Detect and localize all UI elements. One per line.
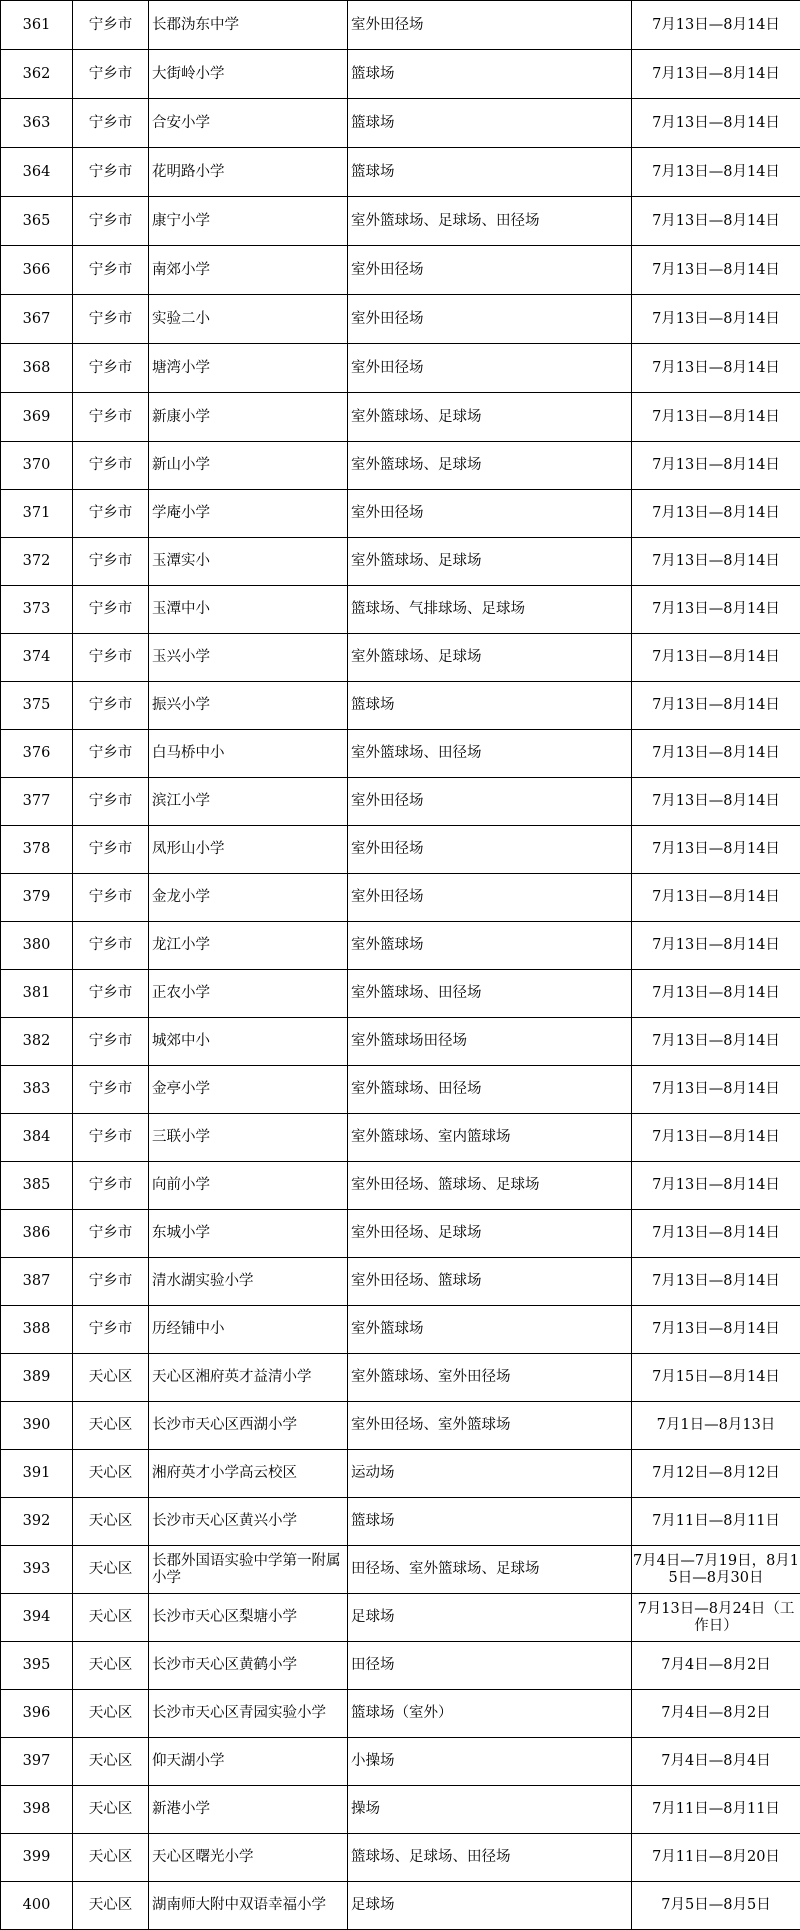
cell-number: 391: [1, 1450, 73, 1498]
cell-district: 宁乡市: [73, 874, 149, 922]
cell-school: 长沙市天心区黄鹤小学: [149, 1642, 348, 1690]
table-row: [1, 1786, 800, 1834]
table-row: [1, 490, 800, 538]
cell-venue: 小操场: [348, 1738, 632, 1786]
cell-district: 宁乡市: [73, 1306, 149, 1354]
cell-open-time: 7月13日—8月14日: [632, 99, 800, 148]
cell-school: 湘府英才小学高云校区: [149, 1450, 348, 1498]
cell-venue: 室外田径场: [348, 344, 632, 393]
cell-open-time: 7月4日—8月2日: [632, 1690, 800, 1738]
table-row: [1, 1450, 800, 1498]
cell-number: 390: [1, 1402, 73, 1450]
cell-venue: 篮球场（室外）: [348, 1690, 632, 1738]
cell-venue: 足球场: [348, 1882, 632, 1930]
table-row: [1, 970, 800, 1018]
cell-number: 366: [1, 246, 73, 295]
cell-district: 天心区: [73, 1642, 149, 1690]
table-row: [1, 393, 800, 442]
table-row: [1, 1, 800, 50]
cell-open-time: 7月13日—8月14日: [632, 1210, 800, 1258]
cell-number: 363: [1, 99, 73, 148]
cell-school: 玉潭实小: [149, 538, 348, 586]
cell-school: 玉兴小学: [149, 634, 348, 682]
cell-district: 宁乡市: [73, 1162, 149, 1210]
table-row: [1, 874, 800, 922]
cell-number: 389: [1, 1354, 73, 1402]
cell-venue: 篮球场: [348, 148, 632, 197]
table-row: [1, 1642, 800, 1690]
cell-district: 天心区: [73, 1690, 149, 1738]
cell-venue: 篮球场: [348, 682, 632, 730]
cell-school: 湖南师大附中双语幸福小学: [149, 1882, 348, 1930]
table-row: [1, 1018, 800, 1066]
cell-number: 364: [1, 148, 73, 197]
cell-venue: 室外田径场: [348, 246, 632, 295]
cell-school: 新康小学: [149, 393, 348, 442]
cell-venue: 室外田径场、足球场: [348, 1210, 632, 1258]
cell-number: 378: [1, 826, 73, 874]
cell-number: 396: [1, 1690, 73, 1738]
table-row: [1, 1594, 800, 1642]
cell-school: 仰天湖小学: [149, 1738, 348, 1786]
table-row: [1, 442, 800, 490]
cell-district: 天心区: [73, 1594, 149, 1642]
cell-venue: 篮球场: [348, 50, 632, 99]
cell-number: 377: [1, 778, 73, 826]
cell-school: 长沙市天心区黄兴小学: [149, 1498, 348, 1546]
cell-number: 379: [1, 874, 73, 922]
cell-number: 365: [1, 197, 73, 246]
cell-district: 宁乡市: [73, 295, 149, 344]
cell-venue: 室外田径场、室外篮球场: [348, 1402, 632, 1450]
table-row: [1, 1402, 800, 1450]
cell-venue: 室外田径场: [348, 778, 632, 826]
cell-open-time: 7月4日—7月19日，8月15日—8月30日: [632, 1546, 800, 1594]
table-row: [1, 1882, 800, 1930]
cell-district: 宁乡市: [73, 246, 149, 295]
cell-open-time: 7月13日—8月14日: [632, 393, 800, 442]
cell-school: 滨江小学: [149, 778, 348, 826]
cell-district: 宁乡市: [73, 634, 149, 682]
cell-school: 龙江小学: [149, 922, 348, 970]
table-row: [1, 730, 800, 778]
table-row: [1, 1114, 800, 1162]
cell-open-time: 7月13日—8月14日: [632, 1306, 800, 1354]
table-row: [1, 634, 800, 682]
table-row: [1, 1066, 800, 1114]
cell-number: 385: [1, 1162, 73, 1210]
cell-venue: 室外田径场、篮球场、足球场: [348, 1162, 632, 1210]
cell-school: 金亭小学: [149, 1066, 348, 1114]
cell-district: 宁乡市: [73, 393, 149, 442]
cell-district: 天心区: [73, 1546, 149, 1594]
cell-number: 397: [1, 1738, 73, 1786]
cell-open-time: 7月13日—8月14日: [632, 1258, 800, 1306]
cell-open-time: 7月13日—8月14日: [632, 826, 800, 874]
cell-venue: 室外篮球场、田径场: [348, 730, 632, 778]
cell-district: 宁乡市: [73, 148, 149, 197]
cell-venue: 室外篮球场、足球场: [348, 634, 632, 682]
cell-venue: 室外篮球场、足球场: [348, 442, 632, 490]
cell-open-time: 7月13日—8月14日: [632, 922, 800, 970]
cell-number: 400: [1, 1882, 73, 1930]
cell-open-time: 7月11日—8月11日: [632, 1786, 800, 1834]
cell-school: 实验二小: [149, 295, 348, 344]
cell-venue: 室外篮球场田径场: [348, 1018, 632, 1066]
table-row: [1, 1258, 800, 1306]
cell-venue: 室外篮球场、室外田径场: [348, 1354, 632, 1402]
cell-number: 361: [1, 1, 73, 50]
cell-number: 387: [1, 1258, 73, 1306]
cell-school: 振兴小学: [149, 682, 348, 730]
cell-venue: 篮球场、气排球场、足球场: [348, 586, 632, 634]
cell-venue: 室外篮球场、足球场: [348, 393, 632, 442]
cell-district: 天心区: [73, 1786, 149, 1834]
table-row: [1, 1834, 800, 1882]
table-row: [1, 1354, 800, 1402]
cell-open-time: 7月13日—8月14日: [632, 1066, 800, 1114]
cell-venue: 室外篮球场、田径场: [348, 970, 632, 1018]
cell-district: 宁乡市: [73, 344, 149, 393]
cell-open-time: 7月13日—8月14日: [632, 778, 800, 826]
table-row: [1, 148, 800, 197]
cell-number: 395: [1, 1642, 73, 1690]
cell-district: 宁乡市: [73, 1210, 149, 1258]
cell-number: 369: [1, 393, 73, 442]
table-row: [1, 1546, 800, 1594]
cell-number: 368: [1, 344, 73, 393]
cell-school: 新山小学: [149, 442, 348, 490]
cell-venue: 室外篮球场: [348, 922, 632, 970]
cell-open-time: 7月13日—8月24日（工作日）: [632, 1594, 800, 1642]
table-row: [1, 1306, 800, 1354]
cell-number: 371: [1, 490, 73, 538]
cell-venue: 室外田径场: [348, 295, 632, 344]
cell-venue: 足球场: [348, 1594, 632, 1642]
cell-district: 宁乡市: [73, 682, 149, 730]
cell-school: 学庵小学: [149, 490, 348, 538]
cell-school: 长沙市天心区青园实验小学: [149, 1690, 348, 1738]
cell-district: 天心区: [73, 1354, 149, 1402]
table-body: [1, 1, 800, 1930]
cell-open-time: 7月13日—8月14日: [632, 490, 800, 538]
cell-district: 宁乡市: [73, 197, 149, 246]
table-row: [1, 295, 800, 344]
cell-district: 宁乡市: [73, 538, 149, 586]
cell-number: 383: [1, 1066, 73, 1114]
cell-number: 398: [1, 1786, 73, 1834]
cell-venue: 篮球场: [348, 99, 632, 148]
cell-district: 宁乡市: [73, 826, 149, 874]
cell-school: 玉潭中小: [149, 586, 348, 634]
cell-number: 394: [1, 1594, 73, 1642]
cell-open-time: 7月13日—8月14日: [632, 148, 800, 197]
cell-school: 长沙市天心区梨塘小学: [149, 1594, 348, 1642]
cell-school: 花明路小学: [149, 148, 348, 197]
cell-school: 三联小学: [149, 1114, 348, 1162]
cell-open-time: 7月13日—8月14日: [632, 970, 800, 1018]
cell-number: 367: [1, 295, 73, 344]
cell-district: 天心区: [73, 1402, 149, 1450]
cell-open-time: 7月13日—8月14日: [632, 1162, 800, 1210]
cell-open-time: 7月11日—8月11日: [632, 1498, 800, 1546]
cell-school: 白马桥中小: [149, 730, 348, 778]
cell-number: 382: [1, 1018, 73, 1066]
cell-district: 宁乡市: [73, 1018, 149, 1066]
cell-venue: 室外篮球场、足球场、田径场: [348, 197, 632, 246]
cell-open-time: 7月13日—8月14日: [632, 1, 800, 50]
cell-school: 合安小学: [149, 99, 348, 148]
cell-district: 天心区: [73, 1498, 149, 1546]
cell-venue: 室外田径场: [348, 874, 632, 922]
cell-number: 376: [1, 730, 73, 778]
cell-open-time: 7月13日—8月14日: [632, 538, 800, 586]
cell-number: 388: [1, 1306, 73, 1354]
cell-district: 宁乡市: [73, 1114, 149, 1162]
table-row: [1, 922, 800, 970]
cell-school: 康宁小学: [149, 197, 348, 246]
cell-venue: 室外田径场、篮球场: [348, 1258, 632, 1306]
cell-number: 372: [1, 538, 73, 586]
cell-district: 天心区: [73, 1834, 149, 1882]
table-row: [1, 1690, 800, 1738]
cell-open-time: 7月13日—8月14日: [632, 874, 800, 922]
cell-number: 381: [1, 970, 73, 1018]
cell-school: 长沙市天心区西湖小学: [149, 1402, 348, 1450]
cell-school: 东城小学: [149, 1210, 348, 1258]
cell-open-time: 7月13日—8月14日: [632, 295, 800, 344]
cell-open-time: 7月13日—8月14日: [632, 634, 800, 682]
table-row: [1, 197, 800, 246]
cell-number: 393: [1, 1546, 73, 1594]
cell-venue: 篮球场: [348, 1498, 632, 1546]
cell-district: 宁乡市: [73, 50, 149, 99]
cell-district: 宁乡市: [73, 490, 149, 538]
table-row: [1, 778, 800, 826]
cell-venue: 田径场、室外篮球场、足球场: [348, 1546, 632, 1594]
cell-number: 374: [1, 634, 73, 682]
table-row: [1, 50, 800, 99]
cell-venue: 室外田径场: [348, 826, 632, 874]
cell-open-time: 7月13日—8月14日: [632, 730, 800, 778]
cell-district: 宁乡市: [73, 970, 149, 1018]
cell-number: 386: [1, 1210, 73, 1258]
table-row: [1, 1162, 800, 1210]
cell-number: 370: [1, 442, 73, 490]
cell-venue: 室外篮球场、足球场: [348, 538, 632, 586]
cell-school: 南郊小学: [149, 246, 348, 295]
cell-venue: 室外田径场: [348, 490, 632, 538]
cell-number: 380: [1, 922, 73, 970]
cell-district: 天心区: [73, 1882, 149, 1930]
cell-open-time: 7月4日—8月2日: [632, 1642, 800, 1690]
cell-venue: 室外田径场: [348, 1, 632, 50]
cell-venue: 操场: [348, 1786, 632, 1834]
cell-school: 塘湾小学: [149, 344, 348, 393]
cell-open-time: 7月13日—8月14日: [632, 1114, 800, 1162]
cell-district: 天心区: [73, 1450, 149, 1498]
cell-school: 向前小学: [149, 1162, 348, 1210]
cell-venue: 室外篮球场: [348, 1306, 632, 1354]
cell-venue: 室外篮球场、田径场: [348, 1066, 632, 1114]
table-row: [1, 344, 800, 393]
cell-school: 天心区湘府英才益清小学: [149, 1354, 348, 1402]
cell-open-time: 7月15日—8月14日: [632, 1354, 800, 1402]
cell-open-time: 7月13日—8月14日: [632, 1018, 800, 1066]
cell-school: 正农小学: [149, 970, 348, 1018]
table-row: [1, 586, 800, 634]
cell-open-time: 7月13日—8月14日: [632, 50, 800, 99]
cell-school: 金龙小学: [149, 874, 348, 922]
cell-open-time: 7月13日—8月14日: [632, 246, 800, 295]
cell-open-time: 7月13日—8月14日: [632, 682, 800, 730]
cell-open-time: 7月13日—8月14日: [632, 197, 800, 246]
cell-district: 宁乡市: [73, 1258, 149, 1306]
cell-district: 宁乡市: [73, 442, 149, 490]
table-row: [1, 682, 800, 730]
table-row: [1, 246, 800, 295]
cell-school: 清水湖实验小学: [149, 1258, 348, 1306]
cell-number: 362: [1, 50, 73, 99]
cell-school: 历经铺中小: [149, 1306, 348, 1354]
cell-number: 384: [1, 1114, 73, 1162]
cell-open-time: 7月1日—8月13日: [632, 1402, 800, 1450]
table-row: [1, 1210, 800, 1258]
table-row: [1, 538, 800, 586]
cell-school: 长郡外国语实验中学第一附属小学: [149, 1546, 348, 1594]
cell-open-time: 7月13日—8月14日: [632, 442, 800, 490]
cell-venue: 篮球场、足球场、田径场: [348, 1834, 632, 1882]
cell-school: 城郊中小: [149, 1018, 348, 1066]
cell-number: 373: [1, 586, 73, 634]
cell-district: 宁乡市: [73, 1066, 149, 1114]
cell-number: 399: [1, 1834, 73, 1882]
cell-district: 天心区: [73, 1738, 149, 1786]
cell-school: 新港小学: [149, 1786, 348, 1834]
cell-district: 宁乡市: [73, 730, 149, 778]
table-row: [1, 1498, 800, 1546]
table-row: [1, 826, 800, 874]
cell-number: 375: [1, 682, 73, 730]
cell-district: 宁乡市: [73, 586, 149, 634]
cell-school: 天心区曙光小学: [149, 1834, 348, 1882]
cell-district: 宁乡市: [73, 922, 149, 970]
cell-venue: 田径场: [348, 1642, 632, 1690]
cell-district: 宁乡市: [73, 778, 149, 826]
cell-number: 392: [1, 1498, 73, 1546]
cell-district: 宁乡市: [73, 99, 149, 148]
cell-open-time: 7月4日—8月4日: [632, 1738, 800, 1786]
cell-school: 大街岭小学: [149, 50, 348, 99]
cell-open-time: 7月5日—8月5日: [632, 1882, 800, 1930]
cell-venue: 运动场: [348, 1450, 632, 1498]
cell-open-time: 7月12日—8月12日: [632, 1450, 800, 1498]
cell-open-time: 7月11日—8月20日: [632, 1834, 800, 1882]
cell-open-time: 7月13日—8月14日: [632, 344, 800, 393]
cell-school: 长郡沩东中学: [149, 1, 348, 50]
table-row: [1, 1738, 800, 1786]
cell-venue: 室外篮球场、室内篮球场: [348, 1114, 632, 1162]
cell-open-time: 7月13日—8月14日: [632, 586, 800, 634]
cell-district: 宁乡市: [73, 1, 149, 50]
cell-school: 凤形山小学: [149, 826, 348, 874]
table-row: [1, 99, 800, 148]
